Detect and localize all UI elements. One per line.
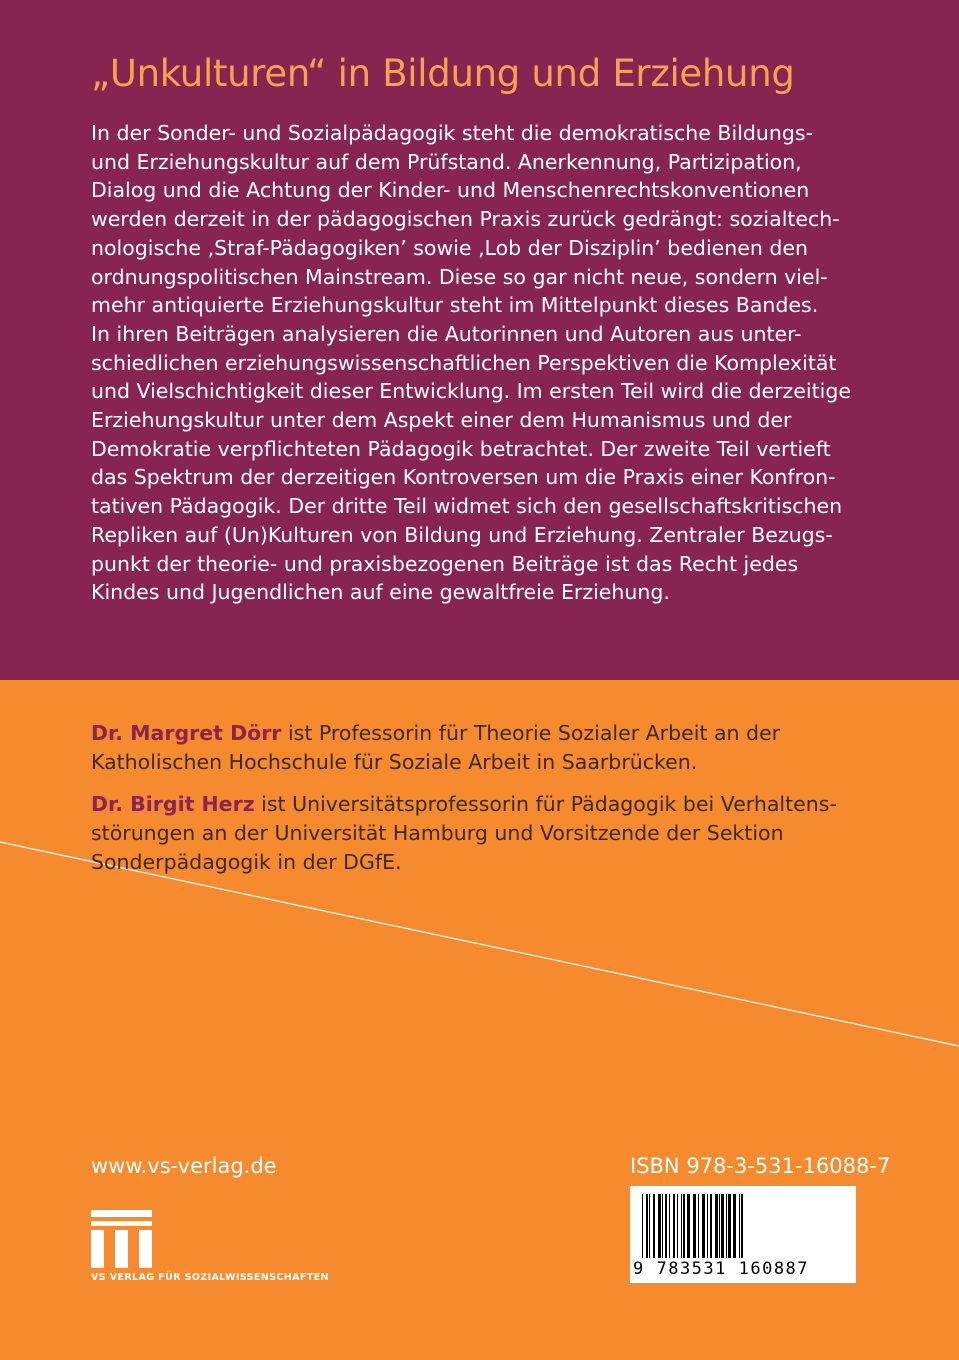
isbn-label: ISBN 978-3-531-16088-7 bbox=[630, 1154, 891, 1178]
author-bio-line: Katholischen Hochschule für Soziale Arbeit in Saarbrücken. bbox=[91, 749, 698, 774]
author-bio bbox=[91, 719, 871, 776]
publisher-website[interactable]: www.vs-verlag.de bbox=[91, 1154, 277, 1178]
blurb-line: ordnungspolitischen Mainstream. Diese so gar nicht neue, sondern viel- bbox=[91, 264, 828, 289]
blurb-line: und Erziehungskultur auf dem Prüfstand. Anerkennung, Partizipation, bbox=[91, 149, 802, 174]
author-bio-line bbox=[91, 719, 871, 748]
blurb-line: das Spektrum der derzeitigen Kontroversen um die Praxis einer Konfron- bbox=[91, 465, 836, 490]
blurb-line: Kindes und Jugendlichen auf eine gewaltfreie Erziehung. bbox=[91, 580, 670, 605]
blurb-line: schiedlichen erziehungswissenschaftlichen Perspektiven die Komplexität bbox=[91, 350, 837, 375]
author-bio-line: Sonderpädagogik in der DGfE. bbox=[91, 849, 402, 874]
blurb-line: und Vielschichtigkeit dieser Entwicklung. Im ersten Teil wird die derzeitige bbox=[91, 379, 851, 404]
blurb-line: Dialog und die Achtung der Kinder- und Menschenrechtskonventionen bbox=[91, 178, 810, 203]
author-bios bbox=[91, 719, 871, 891]
blurb-line: Repliken auf (Un)Kulturen von Bildung und Erziehung. Zentraler Bezugs- bbox=[91, 522, 833, 547]
blurb-text bbox=[91, 119, 871, 607]
blurb-line: mehr antiquierte Erziehungskultur steht im Mittelpunkt dieses Bandes. bbox=[91, 293, 819, 318]
blurb-line: In ihren Beiträgen analysieren die Autorinnen und Autoren aus unter- bbox=[91, 321, 802, 346]
book-title: „Unkulturen“ in Bildung und Erziehung bbox=[91, 52, 795, 95]
publisher-logo-icon bbox=[91, 1210, 153, 1268]
author-name: Dr. Birgit Herz bbox=[91, 792, 255, 817]
author-name: Dr. Margret Dörr bbox=[91, 721, 282, 745]
blurb-line: tativen Pädagogik. Der dritte Teil widmet sich den gesellschaftskritischen bbox=[91, 494, 843, 519]
author-bio-text: ist Universitätsprofessorin für Pädagogik bei Verhaltens- bbox=[254, 792, 837, 817]
author-bio bbox=[91, 790, 871, 876]
barcode-digits: 9 783531 160887 bbox=[633, 1259, 810, 1279]
author-bio-line bbox=[91, 790, 871, 819]
publisher-logo-text: VS VERLAG FÜR SOZIALWISSENSCHAFTEN bbox=[91, 1272, 329, 1283]
blurb-line: In der Sonder- und Sozialpädagogik steht die demokratische Bildungs- bbox=[91, 121, 813, 145]
blurb-line: Erziehungskultur unter dem Aspekt einer dem Humanismus und der bbox=[91, 408, 792, 433]
blurb-line: punkt der theorie- und praxisbezogenen Beiträge ist das Recht jedes bbox=[91, 551, 799, 576]
blurb-line: werden derzeit in der pädagogischen Praxis zurück gedrängt: sozialtech- bbox=[91, 207, 840, 232]
blurb-line: Demokratie verpflichteten Pädagogik betrachtet. Der zweite Teil vertieft bbox=[91, 436, 831, 461]
author-bio-text: ist Professorin für Theorie Sozialer Arbeit an der bbox=[281, 721, 781, 745]
blurb-line: nologische ‚Straf-Pädagogiken’ sowie ‚Lob der Disziplin’ bedienen den bbox=[91, 235, 808, 260]
author-bio-line: störungen an der Universität Hamburg und Vorsitzende der Sektion bbox=[91, 821, 784, 846]
